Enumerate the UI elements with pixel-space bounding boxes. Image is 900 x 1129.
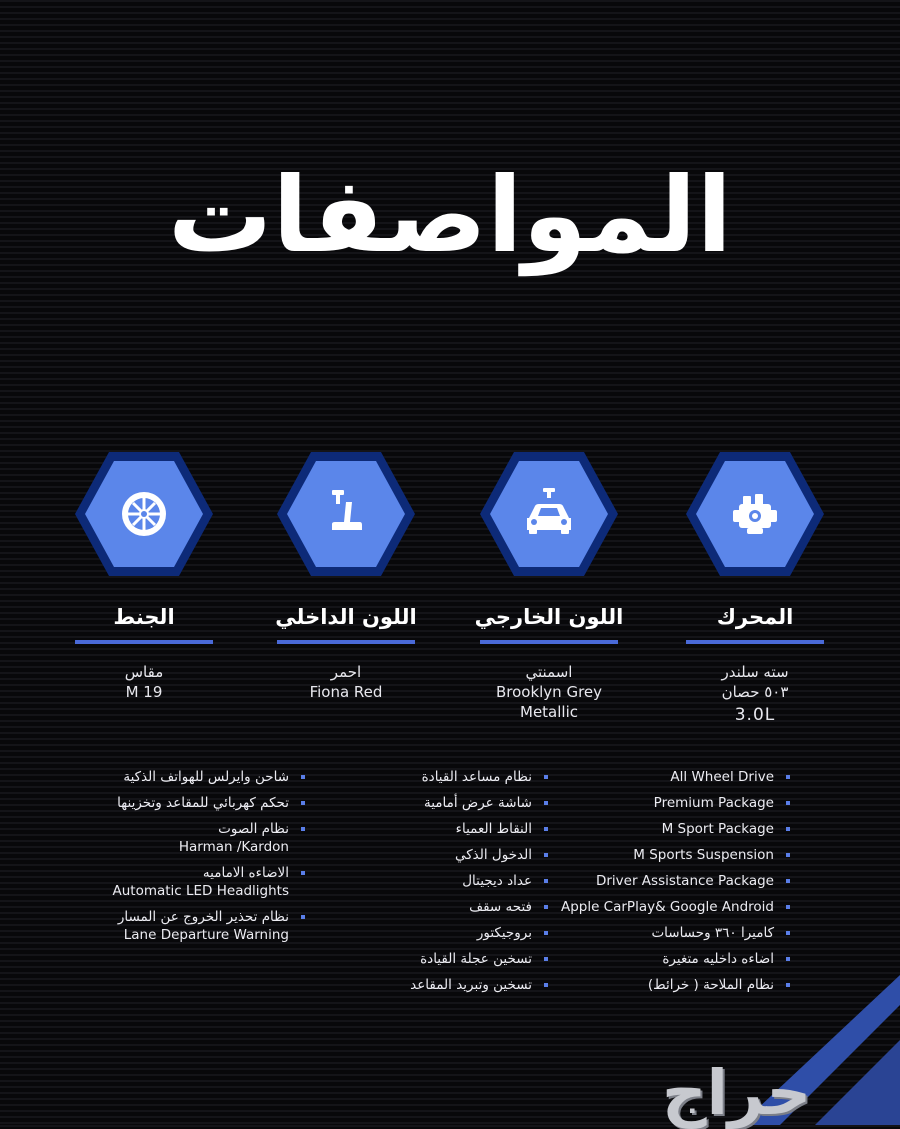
- list-item: بروجيكتور: [348, 924, 548, 942]
- list-item-en: Automatic LED Headlights: [112, 883, 289, 899]
- list-item-ar: شاحن وايرلس للهواتف الذكية: [123, 769, 289, 785]
- list-item: اضاءه داخليه متغيرة: [490, 950, 790, 968]
- list-item-ar: الاضاءه الاماميه: [202, 865, 289, 881]
- list-item: عداد ديجيتال: [348, 872, 548, 890]
- list-item: نظام مساعد القيادة: [348, 768, 548, 786]
- list-item: M Sports Suspension: [490, 846, 790, 864]
- value-line: Brooklyn Grey: [495, 683, 603, 701]
- list-item: Driver Assistance Package: [490, 872, 790, 890]
- list-item: الدخول الذكي: [348, 846, 548, 864]
- value-line: احمر: [330, 663, 362, 681]
- list-item: M Sport Package: [490, 820, 790, 838]
- list-item-ar: نظام تحذير الخروج عن المسار: [117, 909, 289, 925]
- list-item: شاشة عرض أمامية: [348, 794, 548, 812]
- list-item-en: Harman /Kardon: [178, 839, 289, 855]
- list-item: كاميرا ٣٦٠ وحساسات: [490, 924, 790, 942]
- list-item-en: Lane Departure Warning: [123, 927, 289, 943]
- list-item: All Wheel Drive: [490, 768, 790, 786]
- page-title: المواصفات: [167, 154, 733, 276]
- feature-title: اللون الخارجي: [474, 605, 624, 629]
- list-item-ar: تحكم كهربائي للمقاعد وتخزينها: [117, 795, 289, 811]
- feature-title: اللون الداخلي: [275, 605, 417, 629]
- value-line: Fiona Red: [309, 683, 383, 701]
- list-item: Apple CarPlay& Google Android: [490, 898, 790, 916]
- list-item: فتحه سقف: [348, 898, 548, 916]
- value-line: 3.0L: [734, 705, 776, 725]
- list-item: تسخين وتبريد المقاعد: [348, 976, 548, 994]
- feature-title: المحرك: [716, 605, 794, 629]
- list-item: النقاط العمياء: [348, 820, 548, 838]
- feature-title: الجنط: [113, 605, 175, 629]
- list-item: نظام الملاحة ( خرائط): [490, 976, 790, 994]
- value-line: M 19: [125, 683, 163, 701]
- list-item: Premium Package: [490, 794, 790, 812]
- value-line: Metallic: [520, 703, 578, 721]
- list-item-ar: نظام الصوت: [218, 821, 289, 837]
- value-line: اسمنتي: [525, 663, 573, 681]
- value-line: مقاس: [124, 663, 164, 681]
- haraj-logo: حراج: [662, 1056, 812, 1129]
- value-line: سته سلندر: [721, 663, 789, 681]
- list-item: تسخين عجلة القيادة: [348, 950, 548, 968]
- value-line: ٥٠٣ حصان: [721, 683, 789, 701]
